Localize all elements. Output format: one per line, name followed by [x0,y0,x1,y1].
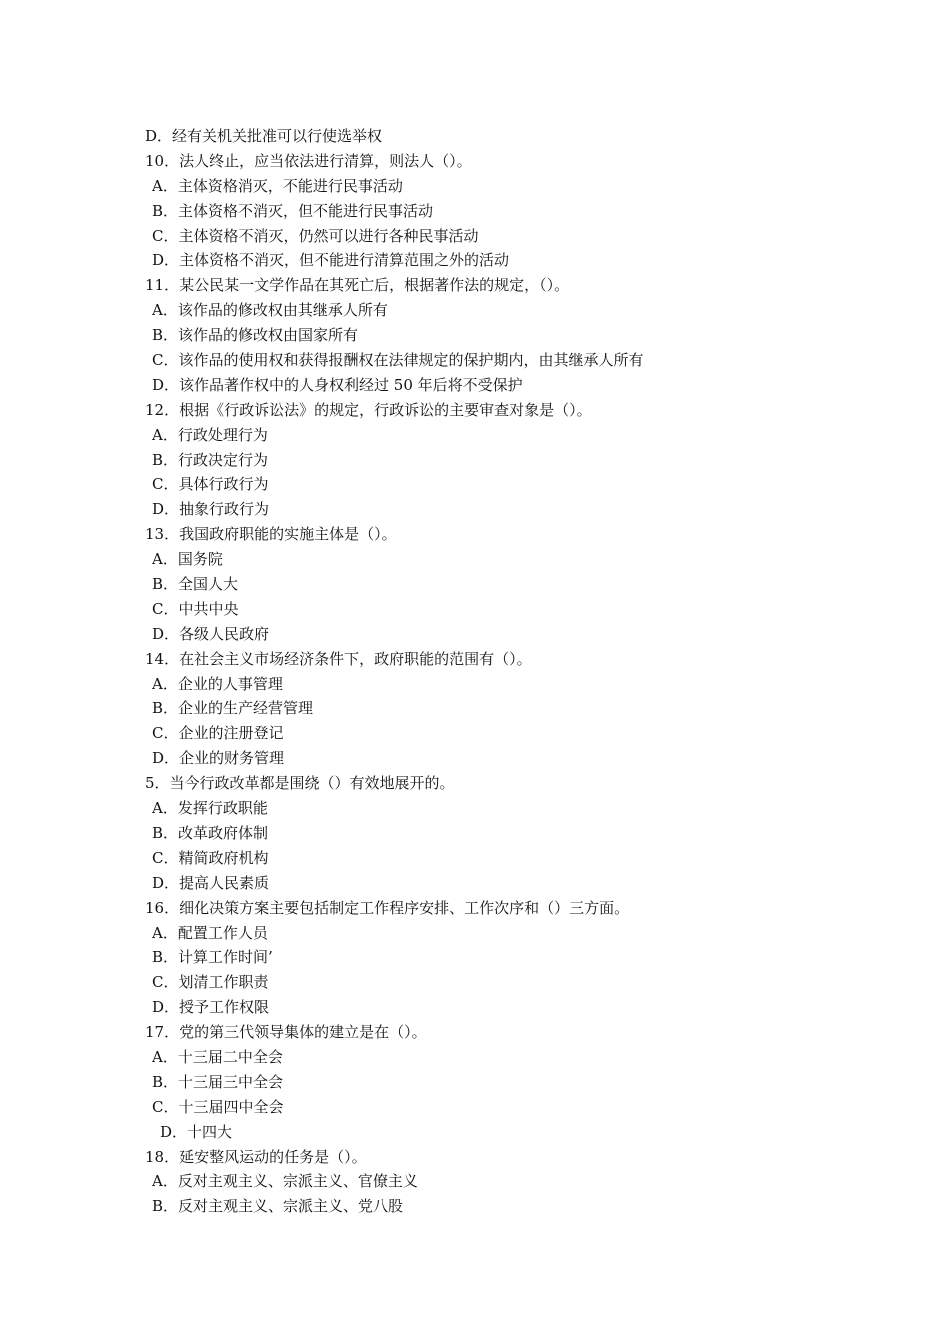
option-line: C．十三届四中全会 [152,1097,284,1116]
question-line: 13．我国政府职能的实施主体是（）。 [145,525,397,544]
option-line: B．反对主观主义、宗派主义、党八股 [152,1197,404,1216]
option-line: A．发挥行政职能 [152,799,268,818]
option-line: B．十三届三中全会 [152,1072,284,1091]
option-line: C．企业的注册登记 [152,724,284,743]
option-line: B．计算工作时间’ [152,948,273,967]
option-line: D．经有关机关批准可以行使选举权 [145,127,383,145]
question-list [145,124,845,1219]
question-line: 14．在社会主义市场经济条件下，政府职能的范围有（）。 [145,649,532,668]
option-line: A．反对主观主义、宗派主义、官僚主义 [152,1172,418,1191]
option-line: A．行政处理行为 [152,425,268,444]
option-line: D．授予工作权限 [152,998,270,1017]
option-line: A．主体资格消灭，不能进行民事活动 [152,176,403,195]
question-line: 16．细化决策方案主要包括制定工作程序安排、工作次序和（）三方面。 [145,898,630,917]
option-line: C．精简政府机构 [152,848,269,867]
option-line: C．主体资格不消灭，仍然可以进行各种民事活动 [152,226,479,245]
option-line: B．主体资格不消灭，但不能进行民事活动 [152,201,434,220]
option-line: D．企业的财务管理 [152,749,285,768]
option-line: B．企业的生产经营管理 [152,699,314,718]
option-line: B．该作品的修改权由国家所有 [152,326,359,345]
option-line: C．该作品的使用权和获得报酬权在法律规定的保护期内，由其继承人所有 [152,351,644,370]
option-line: A．国务院 [152,550,223,569]
option-line: D．该作品著作权中的人身权利经过 50 年后将不受保护 [152,375,523,394]
option-line: D．抽象行政行为 [152,500,270,519]
option-line: A．十三届二中全会 [152,1047,283,1066]
option-line: B．改革政府体制 [152,823,269,842]
option-line: C．具体行政行为 [152,475,269,494]
option-line: A．该作品的修改权由其继承人所有 [152,301,388,320]
option-line: A．企业的人事管理 [152,674,283,693]
option-line: D．提高人民素质 [152,873,270,892]
option-line: C．划清工作职责 [152,973,269,992]
question-line: 12．根据《行政诉讼法》的规定，行政诉讼的主要审查对象是（）。 [145,400,592,419]
option-line: D．各级人民政府 [152,624,270,643]
option-line: D．十四大 [160,1122,233,1141]
option-line: B．行政决定行为 [152,450,269,469]
question-line: 11．某公民某一文学作品在其死亡后，根据著作法的规定，（）。 [145,276,570,295]
question-line: 10．法人终止，应当依法进行清算，则法人（）。 [145,151,472,170]
option-line: A．配置工作人员 [152,923,268,942]
option-line: D．主体资格不消灭，但不能进行清算范围之外的活动 [152,251,510,270]
option-line: B．全国人大 [152,575,239,594]
question-line: 5．当今行政改革都是围绕（）有效地展开的。 [145,774,455,793]
option-line: C．中共中央 [152,599,239,618]
question-line: 17．党的第三代领导集体的建立是在（）。 [145,1023,427,1042]
question-line: 18．延安整风运动的任务是（）。 [145,1147,367,1166]
